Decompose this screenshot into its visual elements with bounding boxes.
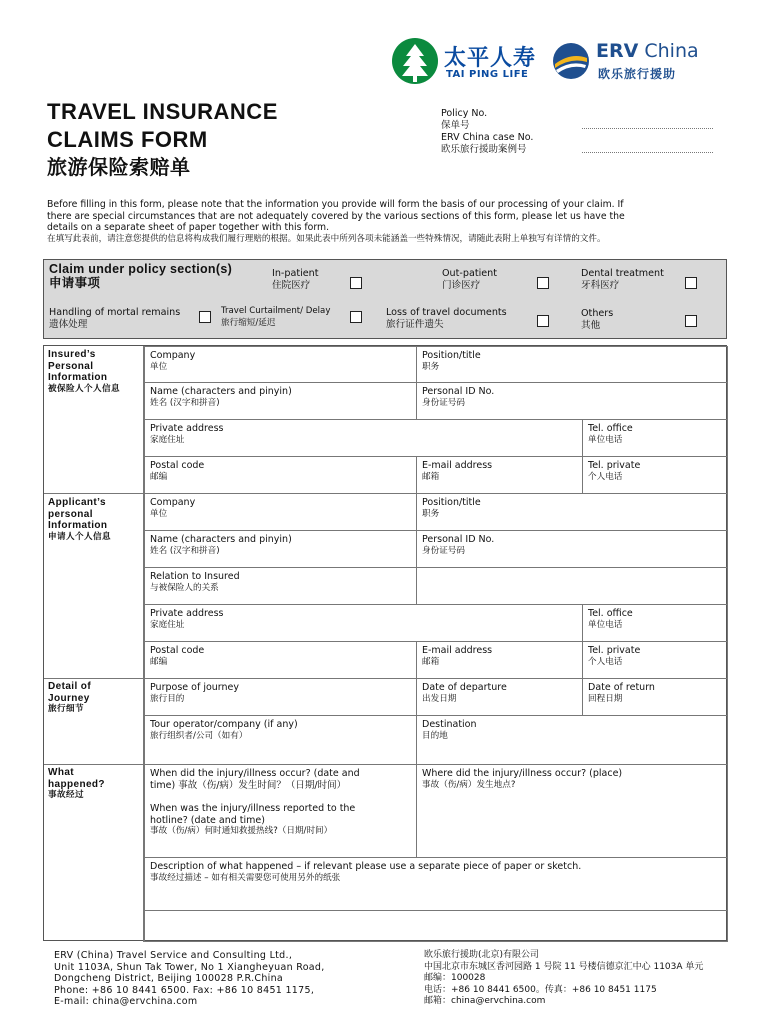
- description-field[interactable]: Description of what happened – if relevant please use a separate piece of paper or sketch. 事故经过描述 – 如有相关需要您可使用另外的纸张: [144, 857, 728, 911]
- journey-destination-field[interactable]: Destination 目的地: [416, 715, 728, 765]
- applicant-section-label: Applicant’s personal Information 申请人个人信息: [48, 497, 111, 542]
- insured-address-field[interactable]: Private address 家庭住址: [144, 419, 583, 457]
- applicant-tel-office-field[interactable]: Tel. office 单位电话: [582, 604, 728, 642]
- option-inpatient: In-patient 住院医疗: [272, 268, 319, 291]
- claim-form-grid: [43, 345, 727, 941]
- journey-tour-operator-field[interactable]: Tour operator/company (if any) 旅行组织者/公司（如有）: [144, 715, 417, 765]
- insured-section-label: Insured’s Personal Information 被保险人个人信息: [48, 349, 120, 394]
- insured-id-field[interactable]: Personal ID No. 身份证号码: [416, 382, 728, 420]
- checkbox-mortal-remains[interactable]: [199, 311, 211, 323]
- form-title: TRAVEL INSURANCE CLAIMS FORM 旅游保险索赔单: [47, 99, 278, 179]
- taiping-emblem-icon: [392, 38, 438, 84]
- journey-section-label: Detail of Journey 旅行细节: [48, 681, 92, 714]
- claim-title: Claim under policy section(s) 申请事项: [49, 262, 233, 290]
- journey-departure-field[interactable]: Date of departure 出发日期: [416, 678, 583, 716]
- applicant-company-field[interactable]: Company 单位: [144, 493, 417, 531]
- applicant-relation-field[interactable]: Relation to Insured 与被保险人的关系: [144, 567, 417, 605]
- insured-name-field[interactable]: Name (characters and pinyin) 姓名 (汉字和拼音): [144, 382, 417, 420]
- option-mortal-remains: Handling of mortal remains 遗体处理: [49, 307, 181, 330]
- checkbox-outpatient[interactable]: [537, 277, 549, 289]
- applicant-name-field[interactable]: Name (characters and pinyin) 姓名 (汉字和拼音): [144, 530, 417, 568]
- option-others: Others 其他: [581, 308, 614, 331]
- injury-time-field[interactable]: When did the injury/illness occur? (date and time) 事故（伤/病）发生时间？（日期/时间） When was the injury/illness reported to the hotline? (date and time) 事故（伤/病）何时通知救援热线?（日期/时间）: [144, 764, 417, 858]
- checkbox-others[interactable]: [685, 315, 697, 327]
- option-outpatient: Out-patient 门诊医疗: [442, 268, 497, 291]
- journey-purpose-field[interactable]: Purpose of journey 旅行目的: [144, 678, 417, 716]
- divider-journey: [44, 678, 144, 679]
- applicant-email-field[interactable]: E-mail address 邮箱: [416, 641, 583, 679]
- description-continued-field[interactable]: [144, 910, 728, 942]
- taiping-cn-name: 太平人寿: [444, 46, 537, 71]
- claim-section: [43, 259, 727, 339]
- erv-cn-name: 欧乐旅行援助: [598, 67, 677, 81]
- checkbox-curtailment[interactable]: [350, 311, 362, 323]
- erv-logo: [552, 40, 712, 84]
- policy-no-field[interactable]: [582, 128, 713, 129]
- divider-what: [44, 764, 144, 765]
- option-loss-documents: Loss of travel documents 旅行证件遗失: [386, 307, 507, 330]
- taiping-logo: [392, 38, 542, 88]
- erv-en-name: ERV China: [596, 40, 699, 62]
- intro-text: Before filling in this form, please note that the information you provide will form the basis of our processing of your claim. If there are special circumstances that are not adequately covered by the various sections of this form, please let us have the details on a separate sheet of paper together with this form. 在填写此表前，请注意您提供的信息将构成我们履行理赔的根据。如果此表中所列各项未能涵盖一些特殊情况，请随此表附上单独写有详情的文件。: [47, 199, 625, 244]
- option-dental: Dental treatment 牙科医疗: [581, 268, 664, 291]
- case-no-label: ERV China case No.: [441, 132, 534, 143]
- journey-return-field[interactable]: Date of return 回程日期: [582, 678, 728, 716]
- erv-globe-icon: [552, 42, 590, 80]
- policy-no-label-cn: 保单号: [441, 120, 470, 131]
- footer-address-cn: 欧乐旅行援助(北京)有限公司 中国北京市东城区香河园路 1 号院 11 号楼信德京汇中心 1103A 单元 邮编：100028 电话：+86 10 8441 6500。传真：+86 10 8451 1175 邮箱：china@ervchina.com: [424, 950, 704, 1006]
- case-no-field[interactable]: [582, 152, 713, 153]
- checkbox-loss-documents[interactable]: [537, 315, 549, 327]
- insured-position-field[interactable]: Position/title 职务: [416, 346, 728, 383]
- policy-info: [441, 108, 533, 156]
- injury-place-field[interactable]: Where did the injury/illness occur? (place) 事故（伤/病）发生地点?: [416, 764, 728, 858]
- insured-postal-field[interactable]: Postal code 邮编: [144, 456, 417, 494]
- taiping-en-name: TAI PING LIFE: [446, 69, 529, 80]
- section-divider: [143, 346, 144, 942]
- insured-tel-office-field[interactable]: Tel. office 单位电话: [582, 419, 728, 457]
- applicant-position-field[interactable]: Position/title 职务: [416, 493, 728, 531]
- insured-tel-private-field[interactable]: Tel. private 个人电话: [582, 456, 728, 494]
- checkbox-dental[interactable]: [685, 277, 697, 289]
- footer-address-en: ERV (China) Travel Service and Consulting Ltd., Unit 1103A, Shun Tak Tower, No 1 Xiangheyuan Road, Dongcheng District, Beijing 100028 P.R.China Phone: +86 10 8441 6500. Fax: +86 10 8451 1175, E-mail: china@ervchina.com: [54, 950, 325, 1007]
- checkbox-inpatient[interactable]: [350, 277, 362, 289]
- applicant-address-field[interactable]: Private address 家庭住址: [144, 604, 583, 642]
- insured-email-field[interactable]: E-mail address 邮箱: [416, 456, 583, 494]
- applicant-relation-value[interactable]: [416, 567, 728, 605]
- applicant-id-field[interactable]: Personal ID No. 身份证号码: [416, 530, 728, 568]
- insured-company-field[interactable]: Company 单位: [144, 346, 417, 383]
- what-happened-section-label: What happened? 事故经过: [48, 767, 105, 800]
- applicant-tel-private-field[interactable]: Tel. private 个人电话: [582, 641, 728, 679]
- applicant-postal-field[interactable]: Postal code 邮编: [144, 641, 417, 679]
- case-no-label-cn: 欧乐旅行援助案例号: [441, 144, 527, 155]
- option-curtailment: Travel Curtailment/ Delay 旅行缩短/延迟: [221, 306, 331, 328]
- policy-no-label: Policy No.: [441, 108, 488, 119]
- divider-applicant: [44, 493, 144, 494]
